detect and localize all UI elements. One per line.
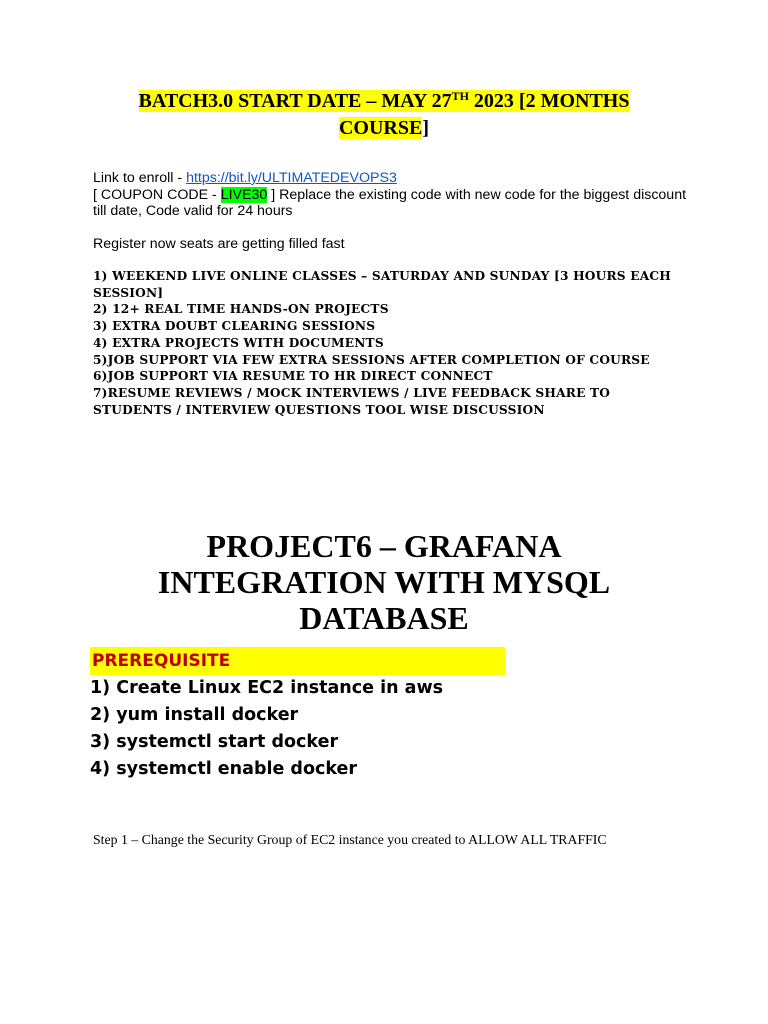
- feature-item: 1) WEEKEND LIVE ONLINE CLASSES – SATURDAY AND SUNDAY [3 HOURS EACH SESSION]: [93, 269, 671, 300]
- batch-heading-highlight: [139, 90, 630, 139]
- enroll-link[interactable]: https://bit.ly/ULTIMATEDEVOPS3: [186, 170, 397, 186]
- batch-heading-text: BATCH3.0 START DATE – MAY 27: [138, 90, 452, 112]
- enroll-line: [93, 170, 693, 187]
- prerequisite-heading: PREREQUISITE: [90, 647, 505, 675]
- feature-item: 5)JOB SUPPORT VIA FEW EXTRA SESSIONS AFTER COMPLETION OF COURSE: [93, 352, 650, 367]
- enroll-label: Link to enroll -: [93, 170, 187, 186]
- feature-item: 2) 12+ REAL TIME HANDS-ON PROJECTS: [93, 302, 389, 317]
- batch-start-heading: [100, 88, 668, 142]
- feature-item: 7)RESUME REVIEWS / MOCK INTERVIEWS / LIVE FEEDBACK SHARE TO STUDENTS / INTERVIEW QUESTIONS TOOL WISE DISCUSSION: [93, 385, 611, 417]
- project-title: PROJECT6 – GRAFANA INTEGRATION WITH MYSQL DATABASE: [157, 528, 611, 636]
- prerequisite-item: 1) Create Linux EC2 instance in aws: [90, 678, 444, 698]
- step-1-text: Step 1 – Change the Security Group of EC2 instance you created to ALLOW ALL TRAFFIC: [93, 832, 607, 847]
- feature-item: 4) EXTRA PROJECTS WITH DOCUMENTS: [93, 335, 384, 350]
- batch-heading-text-cont: 2023 [2 MONTHS: [468, 90, 630, 112]
- batch-heading-bracket: ]: [422, 117, 430, 139]
- prerequisite-item: 3) systemctl start docker: [90, 732, 339, 752]
- coupon-code: LIVE30: [220, 186, 268, 203]
- enroll-info: [93, 170, 693, 252]
- prerequisite-item: 4) systemctl enable docker: [90, 759, 358, 779]
- batch-heading-line2: COURSE: [338, 117, 423, 139]
- feature-item: 3) EXTRA DOUBT CLEARING SESSIONS: [93, 319, 376, 334]
- batch-heading-superscript: TH: [451, 89, 469, 103]
- register-note: Register now seats are getting filled fast: [93, 235, 345, 252]
- prerequisite-list: [90, 675, 590, 783]
- feature-item: 6)JOB SUPPORT VIA RESUME TO HR DIRECT CONNECT: [93, 369, 493, 384]
- feature-list: [93, 268, 673, 418]
- coupon-label: [ COUPON CODE -: [93, 186, 221, 203]
- coupon-note: ] Replace the existing code with new code for the biggest discount till date, Code valid for 24 hours: [93, 186, 687, 219]
- prerequisite-item: 2) yum install docker: [90, 705, 299, 725]
- coupon-line: [93, 187, 693, 220]
